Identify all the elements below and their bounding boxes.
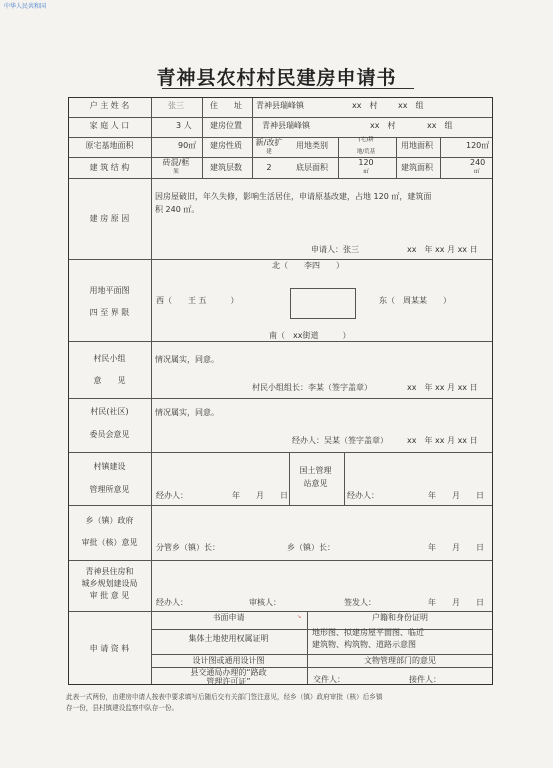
material-site-drawings-cont: 建筑物、构筑物、道路示意图	[312, 640, 416, 649]
reason-line-1: 因房屋破旧，年久失修，影响生活居住，申请原基改建，占地 120 ㎡，建筑面	[155, 192, 432, 201]
label-applicant: 户 主 姓 名	[89, 101, 130, 110]
reason-signer: 申请人：张三	[311, 245, 359, 254]
committee-opinion-text: 情况属实，同意。	[155, 408, 219, 417]
column-divider	[344, 452, 345, 505]
boundary-west: 西（ 王 五 ）	[156, 296, 239, 305]
address-group: xx 组	[398, 101, 424, 110]
materials-divider	[151, 654, 492, 655]
use-area: 120㎡	[466, 141, 490, 150]
label-total-area: 建筑面积	[401, 163, 433, 172]
label-land-station-opinion: 站意见	[303, 479, 328, 488]
row-divider	[69, 259, 492, 260]
county-date: 年 月 日	[428, 598, 484, 607]
label-base-area: 底层面积	[296, 163, 328, 172]
label-column-divider	[151, 98, 152, 684]
material-land-rights: 集体土地使用权属证明	[188, 634, 269, 643]
label-town-office: 村镇建设	[93, 462, 126, 471]
label-county-3: 审 批 意 见	[89, 591, 130, 600]
committee-date: xx 年 xx 月 xx 日	[407, 436, 478, 445]
label-boundaries: 四 至 界 限	[89, 308, 130, 317]
label-structure: 建 筑 结 构	[89, 163, 130, 172]
label-original-area: 原宅基地面积	[85, 141, 134, 150]
household-size: 3 人	[176, 121, 192, 130]
land-station-handler: 经办人：	[347, 491, 379, 500]
label-township: 乡（镇）政府	[85, 516, 134, 525]
original-area: 90㎡	[178, 141, 197, 150]
material-household-id: 户籍和身份证明	[372, 613, 428, 622]
total-area-value: 240	[470, 158, 486, 167]
label-floors: 建筑层数	[210, 163, 242, 172]
page-title: 青神县农村村民建房申请书	[156, 67, 397, 89]
boundary-east: 东（ 周某某 ）	[379, 296, 451, 305]
label-address: 住 址	[210, 101, 242, 110]
committee-signer: 经办人：吴某（签字盖章）	[292, 436, 388, 445]
material-submitter: 交件人：	[313, 675, 345, 684]
row-divider	[69, 398, 492, 399]
material-road-permit: 县交通局办理的“路政	[190, 668, 267, 677]
title-underline	[162, 88, 414, 89]
footer-line-2: 存一份，县村镇建设监察中队存一份。	[66, 704, 179, 712]
town-office-handler: 经办人：	[156, 491, 188, 500]
base-area-unit: ㎡	[363, 169, 369, 175]
township-leader: 分管乡（镇）长：	[156, 543, 220, 552]
row-divider	[69, 560, 492, 561]
land-type-value: (宅)耕	[358, 137, 374, 143]
floors-value: 2	[266, 163, 272, 172]
material-heritage-opinion: 文物管理部门的意见	[364, 656, 436, 665]
applicant-name: 张三	[168, 101, 184, 110]
reason-line-2: 积 240 ㎡。	[155, 205, 200, 214]
stamp-mark: ↘	[297, 614, 302, 620]
label-reason: 建 房 原 因	[89, 214, 130, 223]
row-divider	[69, 117, 492, 118]
nature-value: 新/改扩	[255, 138, 283, 147]
reason-text	[155, 190, 431, 216]
nature-value-cont: 建	[266, 149, 272, 155]
label-household: 家 庭 人 口	[89, 121, 130, 130]
group-date: xx 年 xx 月 xx 日	[407, 383, 478, 392]
column-divider	[289, 452, 290, 505]
row-divider	[69, 611, 492, 612]
land-station-date: 年 月 日	[428, 491, 484, 500]
county-reviewer: 审核人：	[249, 598, 281, 607]
reason-date: xx 年 xx 月 xx 日	[407, 245, 478, 254]
label-location: 建房位置	[210, 121, 242, 130]
label-county-2: 城乡规划建设局	[81, 579, 138, 588]
boundary-north: 北（ 李四 ）	[272, 261, 344, 270]
label-township-opinion: 审批（核）意见	[81, 538, 138, 547]
row-divider	[69, 157, 492, 158]
label-land-type: 用地类别	[296, 141, 328, 150]
total-area-unit: ㎡	[474, 169, 480, 175]
group-signer: 村民小组组长：李某（签字盖章）	[252, 383, 372, 392]
label-town-office-opinion: 管理所意见	[89, 485, 130, 494]
site-plan-box	[290, 288, 356, 319]
label-land-station: 国土管理	[299, 466, 332, 475]
county-issuer: 签发人：	[344, 598, 376, 607]
location-village: xx 村	[370, 121, 396, 130]
label-nature: 建房性质	[210, 141, 242, 150]
address-town: 青神县瑞峰镇	[256, 101, 304, 110]
footer-line-1: 此表一式两份，由建房申请人按表中要求填写后随后交有关部门签注意见，经乡（镇）政府审批（核）后乡镇	[66, 693, 383, 701]
label-materials: 申 请 资 料	[89, 644, 130, 653]
label-group: 村民小组	[93, 354, 126, 363]
township-date: 年 月 日	[428, 543, 484, 552]
material-site-drawings: 地形图、拟建房屋平面图、临近	[312, 628, 424, 637]
land-type-value-cont: 地/荒基	[356, 149, 376, 155]
label-group-opinion: 意 见	[93, 376, 126, 385]
base-area-value: 120	[358, 158, 374, 167]
material-road-permit-cont: 管理许可证”	[206, 677, 251, 686]
address-village: xx 村	[352, 101, 378, 110]
label-site-plan: 用地平面图	[89, 286, 130, 295]
label-county-1: 青神县住房和	[85, 567, 134, 576]
label-committee: 村民(社区)	[90, 407, 129, 416]
township-mayor: 乡（镇）长：	[287, 543, 335, 552]
material-receiver: 接件人：	[409, 675, 441, 684]
material-written-application: 书面申请	[212, 613, 245, 622]
location-group: xx 组	[427, 121, 453, 130]
structure-value-cont: 架	[173, 169, 179, 175]
row-divider	[69, 178, 492, 179]
location-town: 青神县瑞峰镇	[262, 121, 310, 130]
label-committee-opinion: 委员会意见	[89, 430, 130, 439]
label-use-area: 用地面积	[401, 141, 433, 150]
town-office-date: 年 月 日	[232, 491, 288, 500]
column-divider	[440, 137, 441, 178]
group-opinion-text: 情况属实，同意。	[155, 355, 219, 364]
row-divider	[69, 452, 492, 453]
material-design-drawing: 设计图或通用设计图	[192, 656, 265, 665]
row-divider	[69, 505, 492, 506]
county-handler: 经办人：	[156, 598, 188, 607]
boundary-south: 南（ xx街道 ）	[269, 331, 351, 340]
watermark: 中华人民共和国	[4, 3, 47, 10]
structure-value: 砖混/框	[162, 158, 190, 167]
footer-note	[66, 692, 496, 714]
row-divider	[69, 341, 492, 342]
